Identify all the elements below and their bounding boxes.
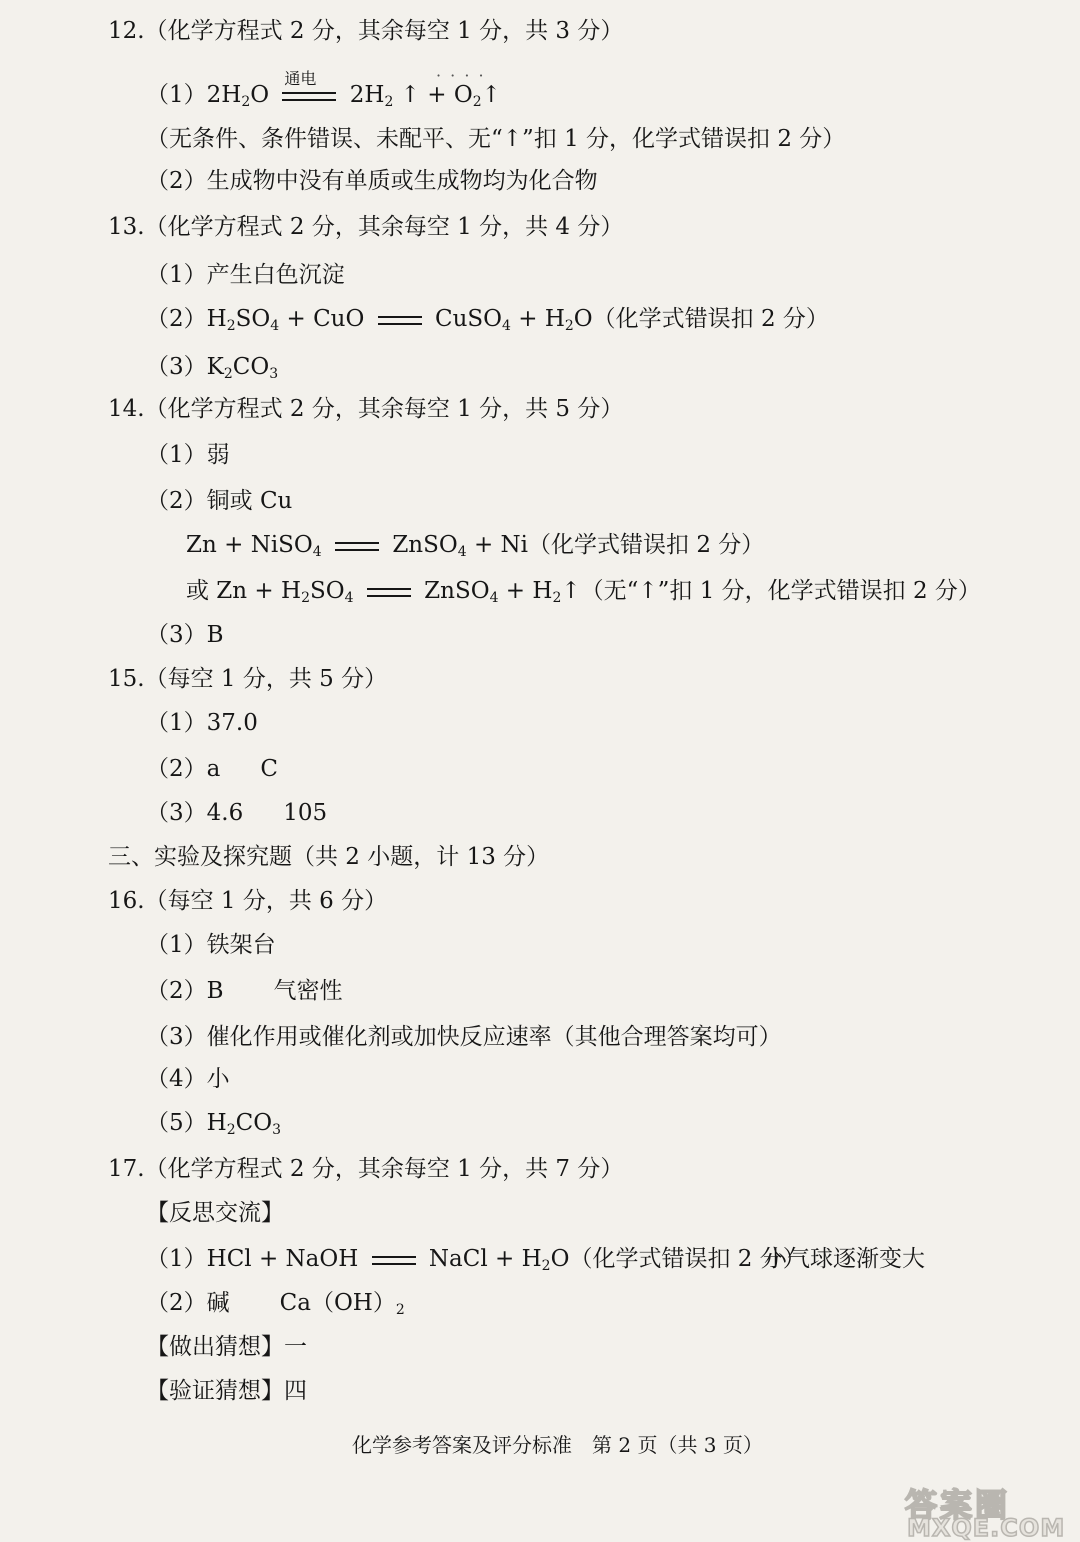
q14-equation1: Zn + NiSO$_4$ ZnSO$_4$ + Ni（化学式错误扣 2 分） <box>186 532 765 560</box>
q14-header: 14.（化学方程式 2 分，其余每空 1 分，共 5 分） <box>108 396 624 422</box>
q16-header: 16.（每空 1 分，共 6 分） <box>108 888 388 914</box>
equals-sign <box>372 1256 416 1265</box>
q17-part1-observation: 小气球逐渐变大 <box>764 1246 925 1272</box>
q15-part2: （2）a C <box>146 756 278 782</box>
q17-part2: （2）碱 $Ca(OH)_2$ <box>146 1290 405 1318</box>
q12-note: （无条件、条件错误、未配平、无“↑”扣 1 分，化学式错误扣 2 分） <box>146 126 846 152</box>
q16-part3: （3）催化作用或催化剂或加快反应速率（其他合理答案均可） <box>146 1024 782 1050</box>
q17-header: 17.（化学方程式 2 分，其余每空 1 分，共 7 分） <box>108 1156 624 1182</box>
electrolysis-condition: 通电 <box>282 92 336 101</box>
dotted-mark: · · · · <box>436 66 486 85</box>
q15-part1: （1）37.0 <box>146 710 258 736</box>
watermark-logo: 答案圈 MXQE.COM <box>905 1486 1066 1542</box>
q14-part1: （1）弱 <box>146 442 230 468</box>
page-footer: 化学参考答案及评分标准 第 2 页（共 3 页） <box>352 1433 763 1457</box>
q12-header: 12.（化学方程式 2 分，其余每空 1 分，共 3 分） <box>108 18 624 44</box>
q16-part2: （2）B 气密性 <box>146 978 343 1004</box>
q13-header: 13.（化学方程式 2 分，其余每空 1 分，共 4 分） <box>108 214 624 240</box>
q14-part3: （3）B <box>146 622 224 648</box>
q15-part3: （3）4.6 105 <box>146 800 328 826</box>
q12-part2: （2）生成物中没有单质或生成物均为化合物 <box>146 168 598 194</box>
q17-reflect-heading: 【反思交流】 <box>146 1200 284 1226</box>
q12-equation: $(1)2H_2O$ 通电 $2H_2$ ↑ + $O_2↑$ <box>146 68 501 110</box>
q13-part1: （1）产生白色沉淀 <box>146 262 345 288</box>
section-heading: 三、实验及探究题（共 2 小题，计 13 分） <box>108 844 550 870</box>
q17-part1: （1）HCl + NaOH NaCl + $H_2O$（化学式错误扣 2 分） <box>146 1246 806 1274</box>
q16-part4: （4）小 <box>146 1066 230 1092</box>
q15-header: 15.（每空 1 分，共 5 分） <box>108 666 388 692</box>
q14-equation2: 或 $Zn + H_2SO_4$ ZnSO$_4$ + $H_2↑$（无“↑”扣 1 分，化学式错误扣 2 分） <box>186 578 981 606</box>
q16-part1: （1）铁架台 <box>146 932 276 958</box>
q17-guess: 【做出猜想】一 <box>146 1334 307 1360</box>
equals-sign <box>367 588 411 597</box>
equals-sign <box>378 316 422 325</box>
q13-part3: $(3)K_2CO_3$ <box>146 354 279 382</box>
q16-part5: $(5)H_2CO_3$ <box>146 1110 282 1138</box>
q17-verify: 【验证猜想】四 <box>146 1378 307 1404</box>
q14-part2: （2）铜或 Cu <box>146 488 293 514</box>
equals-sign <box>335 542 379 551</box>
q13-part2: $(2)H_2SO_4$ + CuO CuSO$_4$ + $H_2O$（化学式错误扣 2 分） <box>146 306 829 334</box>
